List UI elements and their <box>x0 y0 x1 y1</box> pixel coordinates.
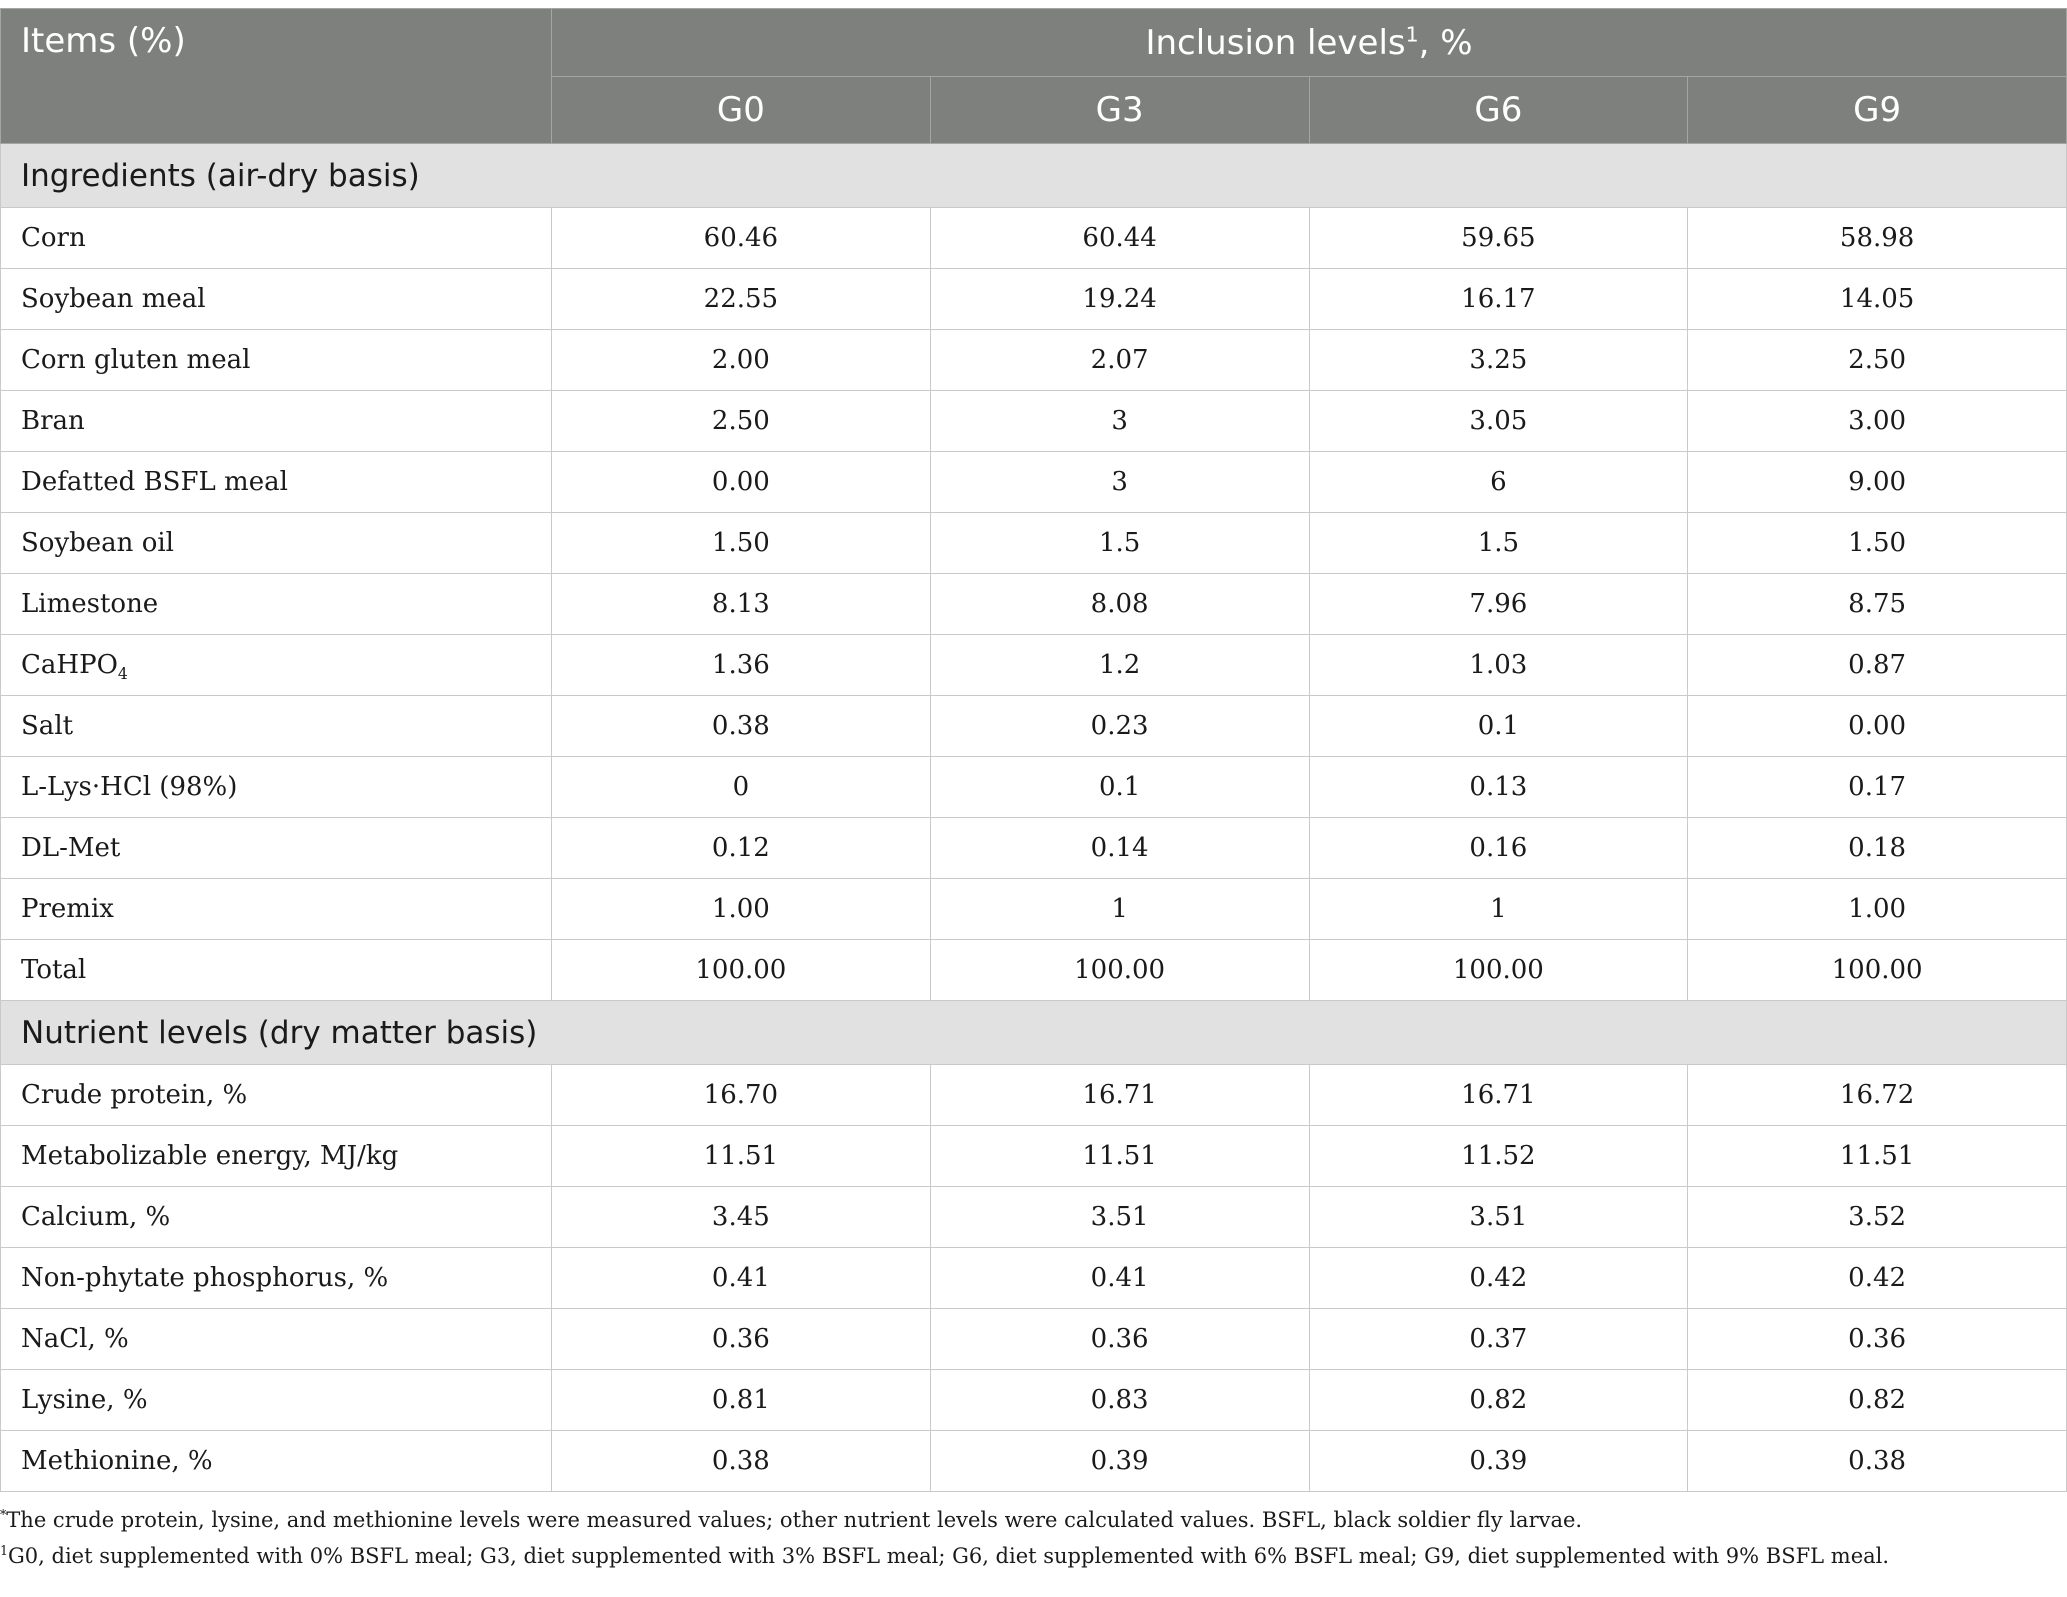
cell-value: 100.00 <box>1688 940 2067 1001</box>
cell-value: 7.96 <box>1309 574 1688 635</box>
cell-value: 0.42 <box>1688 1248 2067 1309</box>
cell-value: 1.50 <box>552 513 931 574</box>
cell-value: 0.18 <box>1688 818 2067 879</box>
inclusion-levels-suffix: , % <box>1418 22 1473 63</box>
cell-value: 0.17 <box>1688 757 2067 818</box>
row-label-text: Salt <box>21 711 74 741</box>
footnote-text: G0, diet supplemented with 0% BSFL meal; G3, diet supplemented with 3% BSFL meal; G6, diet supplemented with 6% BSFL meal; G9, diet supplemented with 9% BSFL meal. <box>8 1544 1890 1568</box>
row-label-text: Non-phytate phosphorus, % <box>21 1263 389 1293</box>
cell-value: 2.50 <box>1688 330 2067 391</box>
cell-value: 0.00 <box>552 452 931 513</box>
row-label <box>1 940 552 1001</box>
section-title: Ingredients (air-dry basis) <box>1 144 2067 208</box>
table-row <box>1 818 2067 879</box>
row-label-text: Metabolizable energy, MJ/kg <box>21 1141 399 1171</box>
row-label <box>1 696 552 757</box>
table-footnotes <box>0 1502 2067 1574</box>
cell-value: 100.00 <box>552 940 931 1001</box>
table-row <box>1 330 2067 391</box>
cell-value: 3.51 <box>1309 1187 1688 1248</box>
inclusion-levels-label: Inclusion levels <box>1145 22 1406 63</box>
cell-value: 0.87 <box>1688 635 2067 696</box>
cell-value: 0.38 <box>552 1431 931 1492</box>
row-label-text: Corn <box>21 223 86 253</box>
row-label <box>1 1187 552 1248</box>
table-row <box>1 1187 2067 1248</box>
footnote-text: The crude protein, lysine, and methionine levels were measured values; other nutrient levels were calculated values. BSFL, black soldier fly larvae. <box>6 1508 1583 1532</box>
row-label <box>1 635 552 696</box>
group-header-g9: G9 <box>1688 77 2067 144</box>
cell-value: 0 <box>552 757 931 818</box>
cell-value: 0.23 <box>930 696 1309 757</box>
row-label-text: Bran <box>21 406 85 436</box>
cell-value: 3 <box>930 452 1309 513</box>
row-label-text: DL-Met <box>21 833 121 863</box>
row-label-text: Soybean meal <box>21 284 206 314</box>
cell-value: 0.16 <box>1309 818 1688 879</box>
section-header-row <box>1 1001 2067 1065</box>
row-label <box>1 513 552 574</box>
section-title: Nutrient levels (dry matter basis) <box>1 1001 2067 1065</box>
row-label <box>1 391 552 452</box>
table-row <box>1 696 2067 757</box>
table-row <box>1 269 2067 330</box>
cell-value: 0.81 <box>552 1370 931 1431</box>
cell-value: 3 <box>930 391 1309 452</box>
table-row <box>1 574 2067 635</box>
cell-value: 8.13 <box>552 574 931 635</box>
items-column-header: Items (%) <box>1 9 552 144</box>
cell-value: 0.1 <box>930 757 1309 818</box>
cell-value: 59.65 <box>1309 208 1688 269</box>
cell-value: 0.36 <box>552 1309 931 1370</box>
cell-value: 11.51 <box>930 1126 1309 1187</box>
row-label <box>1 1431 552 1492</box>
footnote-mark: 1 <box>0 1543 9 1558</box>
cell-value: 9.00 <box>1688 452 2067 513</box>
cell-value: 16.71 <box>1309 1065 1688 1126</box>
inclusion-footnote-mark: 1 <box>1405 22 1419 47</box>
row-label <box>1 330 552 391</box>
cell-value: 6 <box>1309 452 1688 513</box>
row-label <box>1 818 552 879</box>
cell-value: 0.39 <box>1309 1431 1688 1492</box>
row-label-text: Methionine, % <box>21 1446 213 1476</box>
cell-value: 2.50 <box>552 391 931 452</box>
cell-value: 0.39 <box>930 1431 1309 1492</box>
cell-value: 19.24 <box>930 269 1309 330</box>
cell-value: 3.45 <box>552 1187 931 1248</box>
table-row <box>1 1065 2067 1126</box>
cell-value: 3.25 <box>1309 330 1688 391</box>
cell-value: 16.17 <box>1309 269 1688 330</box>
cell-value: 100.00 <box>1309 940 1688 1001</box>
cell-value: 0.82 <box>1688 1370 2067 1431</box>
cell-value: 0.36 <box>930 1309 1309 1370</box>
cell-value: 16.71 <box>930 1065 1309 1126</box>
table-row <box>1 940 2067 1001</box>
row-label-text: NaCl, % <box>21 1324 129 1354</box>
cell-value: 0.42 <box>1309 1248 1688 1309</box>
cell-value: 0.13 <box>1309 757 1688 818</box>
row-label-text: Premix <box>21 894 114 924</box>
cell-value: 0.38 <box>552 696 931 757</box>
cell-value: 0.14 <box>930 818 1309 879</box>
cell-value: 8.75 <box>1688 574 2067 635</box>
cell-value: 0.41 <box>930 1248 1309 1309</box>
cell-value: 60.46 <box>552 208 931 269</box>
table-row <box>1 1431 2067 1492</box>
table-row <box>1 452 2067 513</box>
row-label <box>1 1065 552 1126</box>
cell-value: 3.05 <box>1309 391 1688 452</box>
row-label-text: L-Lys·HCl (98%) <box>21 772 238 802</box>
cell-value: 0.37 <box>1309 1309 1688 1370</box>
row-label-text: Defatted BSFL meal <box>21 467 288 497</box>
row-label <box>1 1248 552 1309</box>
cell-value: 2.00 <box>552 330 931 391</box>
group-header-g3: G3 <box>930 77 1309 144</box>
cell-value: 0.36 <box>1688 1309 2067 1370</box>
footnote-asterisk <box>0 1502 2067 1538</box>
cell-value: 1.50 <box>1688 513 2067 574</box>
table-row <box>1 635 2067 696</box>
table-row <box>1 391 2067 452</box>
cell-value: 0.1 <box>1309 696 1688 757</box>
cell-value: 3.51 <box>930 1187 1309 1248</box>
cell-value: 1.00 <box>1688 879 2067 940</box>
row-label <box>1 757 552 818</box>
row-label-text: Total <box>21 955 87 985</box>
header-row-1 <box>1 9 2067 77</box>
cell-value: 8.08 <box>930 574 1309 635</box>
cell-value: 1.5 <box>930 513 1309 574</box>
cell-value: 1 <box>930 879 1309 940</box>
row-label-text: Limestone <box>21 589 159 619</box>
cell-value: 16.72 <box>1688 1065 2067 1126</box>
cell-value: 1 <box>1309 879 1688 940</box>
row-label-text: Soybean oil <box>21 528 174 558</box>
table-container <box>0 8 2067 1574</box>
table-body <box>1 144 2067 1492</box>
row-label <box>1 269 552 330</box>
row-label <box>1 1370 552 1431</box>
cell-value: 1.00 <box>552 879 931 940</box>
cell-value: 11.51 <box>1688 1126 2067 1187</box>
cell-value: 3.52 <box>1688 1187 2067 1248</box>
row-label <box>1 879 552 940</box>
cell-value: 0.41 <box>552 1248 931 1309</box>
table-row <box>1 879 2067 940</box>
cell-value: 2.07 <box>930 330 1309 391</box>
row-label-subscript: 4 <box>117 665 128 684</box>
cell-value: 100.00 <box>930 940 1309 1001</box>
footnote-1 <box>0 1538 2067 1574</box>
table-row <box>1 208 2067 269</box>
row-label <box>1 1126 552 1187</box>
row-label-text: Lysine, % <box>21 1385 148 1415</box>
footnote-mark: * <box>0 1507 7 1522</box>
cell-value: 22.55 <box>552 269 931 330</box>
inclusion-levels-header <box>552 9 2067 77</box>
row-label-text: Crude protein, % <box>21 1080 248 1110</box>
row-label <box>1 1309 552 1370</box>
row-label <box>1 574 552 635</box>
row-label <box>1 452 552 513</box>
table-row <box>1 1309 2067 1370</box>
row-label-text: CaHPO <box>21 650 118 680</box>
table-row <box>1 757 2067 818</box>
table-row <box>1 1248 2067 1309</box>
section-header-row <box>1 144 2067 208</box>
table-row <box>1 1370 2067 1431</box>
row-label-text: Corn gluten meal <box>21 345 251 375</box>
cell-value: 0.38 <box>1688 1431 2067 1492</box>
cell-value: 1.2 <box>930 635 1309 696</box>
cell-value: 11.51 <box>552 1126 931 1187</box>
group-header-g0: G0 <box>552 77 931 144</box>
row-label <box>1 208 552 269</box>
cell-value: 3.00 <box>1688 391 2067 452</box>
cell-value: 16.70 <box>552 1065 931 1126</box>
cell-value: 1.36 <box>552 635 931 696</box>
table-row <box>1 513 2067 574</box>
cell-value: 14.05 <box>1688 269 2067 330</box>
diet-composition-table <box>0 8 2067 1492</box>
table-header <box>1 9 2067 144</box>
cell-value: 11.52 <box>1309 1126 1688 1187</box>
cell-value: 0.83 <box>930 1370 1309 1431</box>
cell-value: 1.03 <box>1309 635 1688 696</box>
cell-value: 1.5 <box>1309 513 1688 574</box>
cell-value: 0.12 <box>552 818 931 879</box>
table-row <box>1 1126 2067 1187</box>
cell-value: 58.98 <box>1688 208 2067 269</box>
cell-value: 60.44 <box>930 208 1309 269</box>
row-label-text: Calcium, % <box>21 1202 171 1232</box>
group-header-g6: G6 <box>1309 77 1688 144</box>
cell-value: 0.82 <box>1309 1370 1688 1431</box>
cell-value: 0.00 <box>1688 696 2067 757</box>
